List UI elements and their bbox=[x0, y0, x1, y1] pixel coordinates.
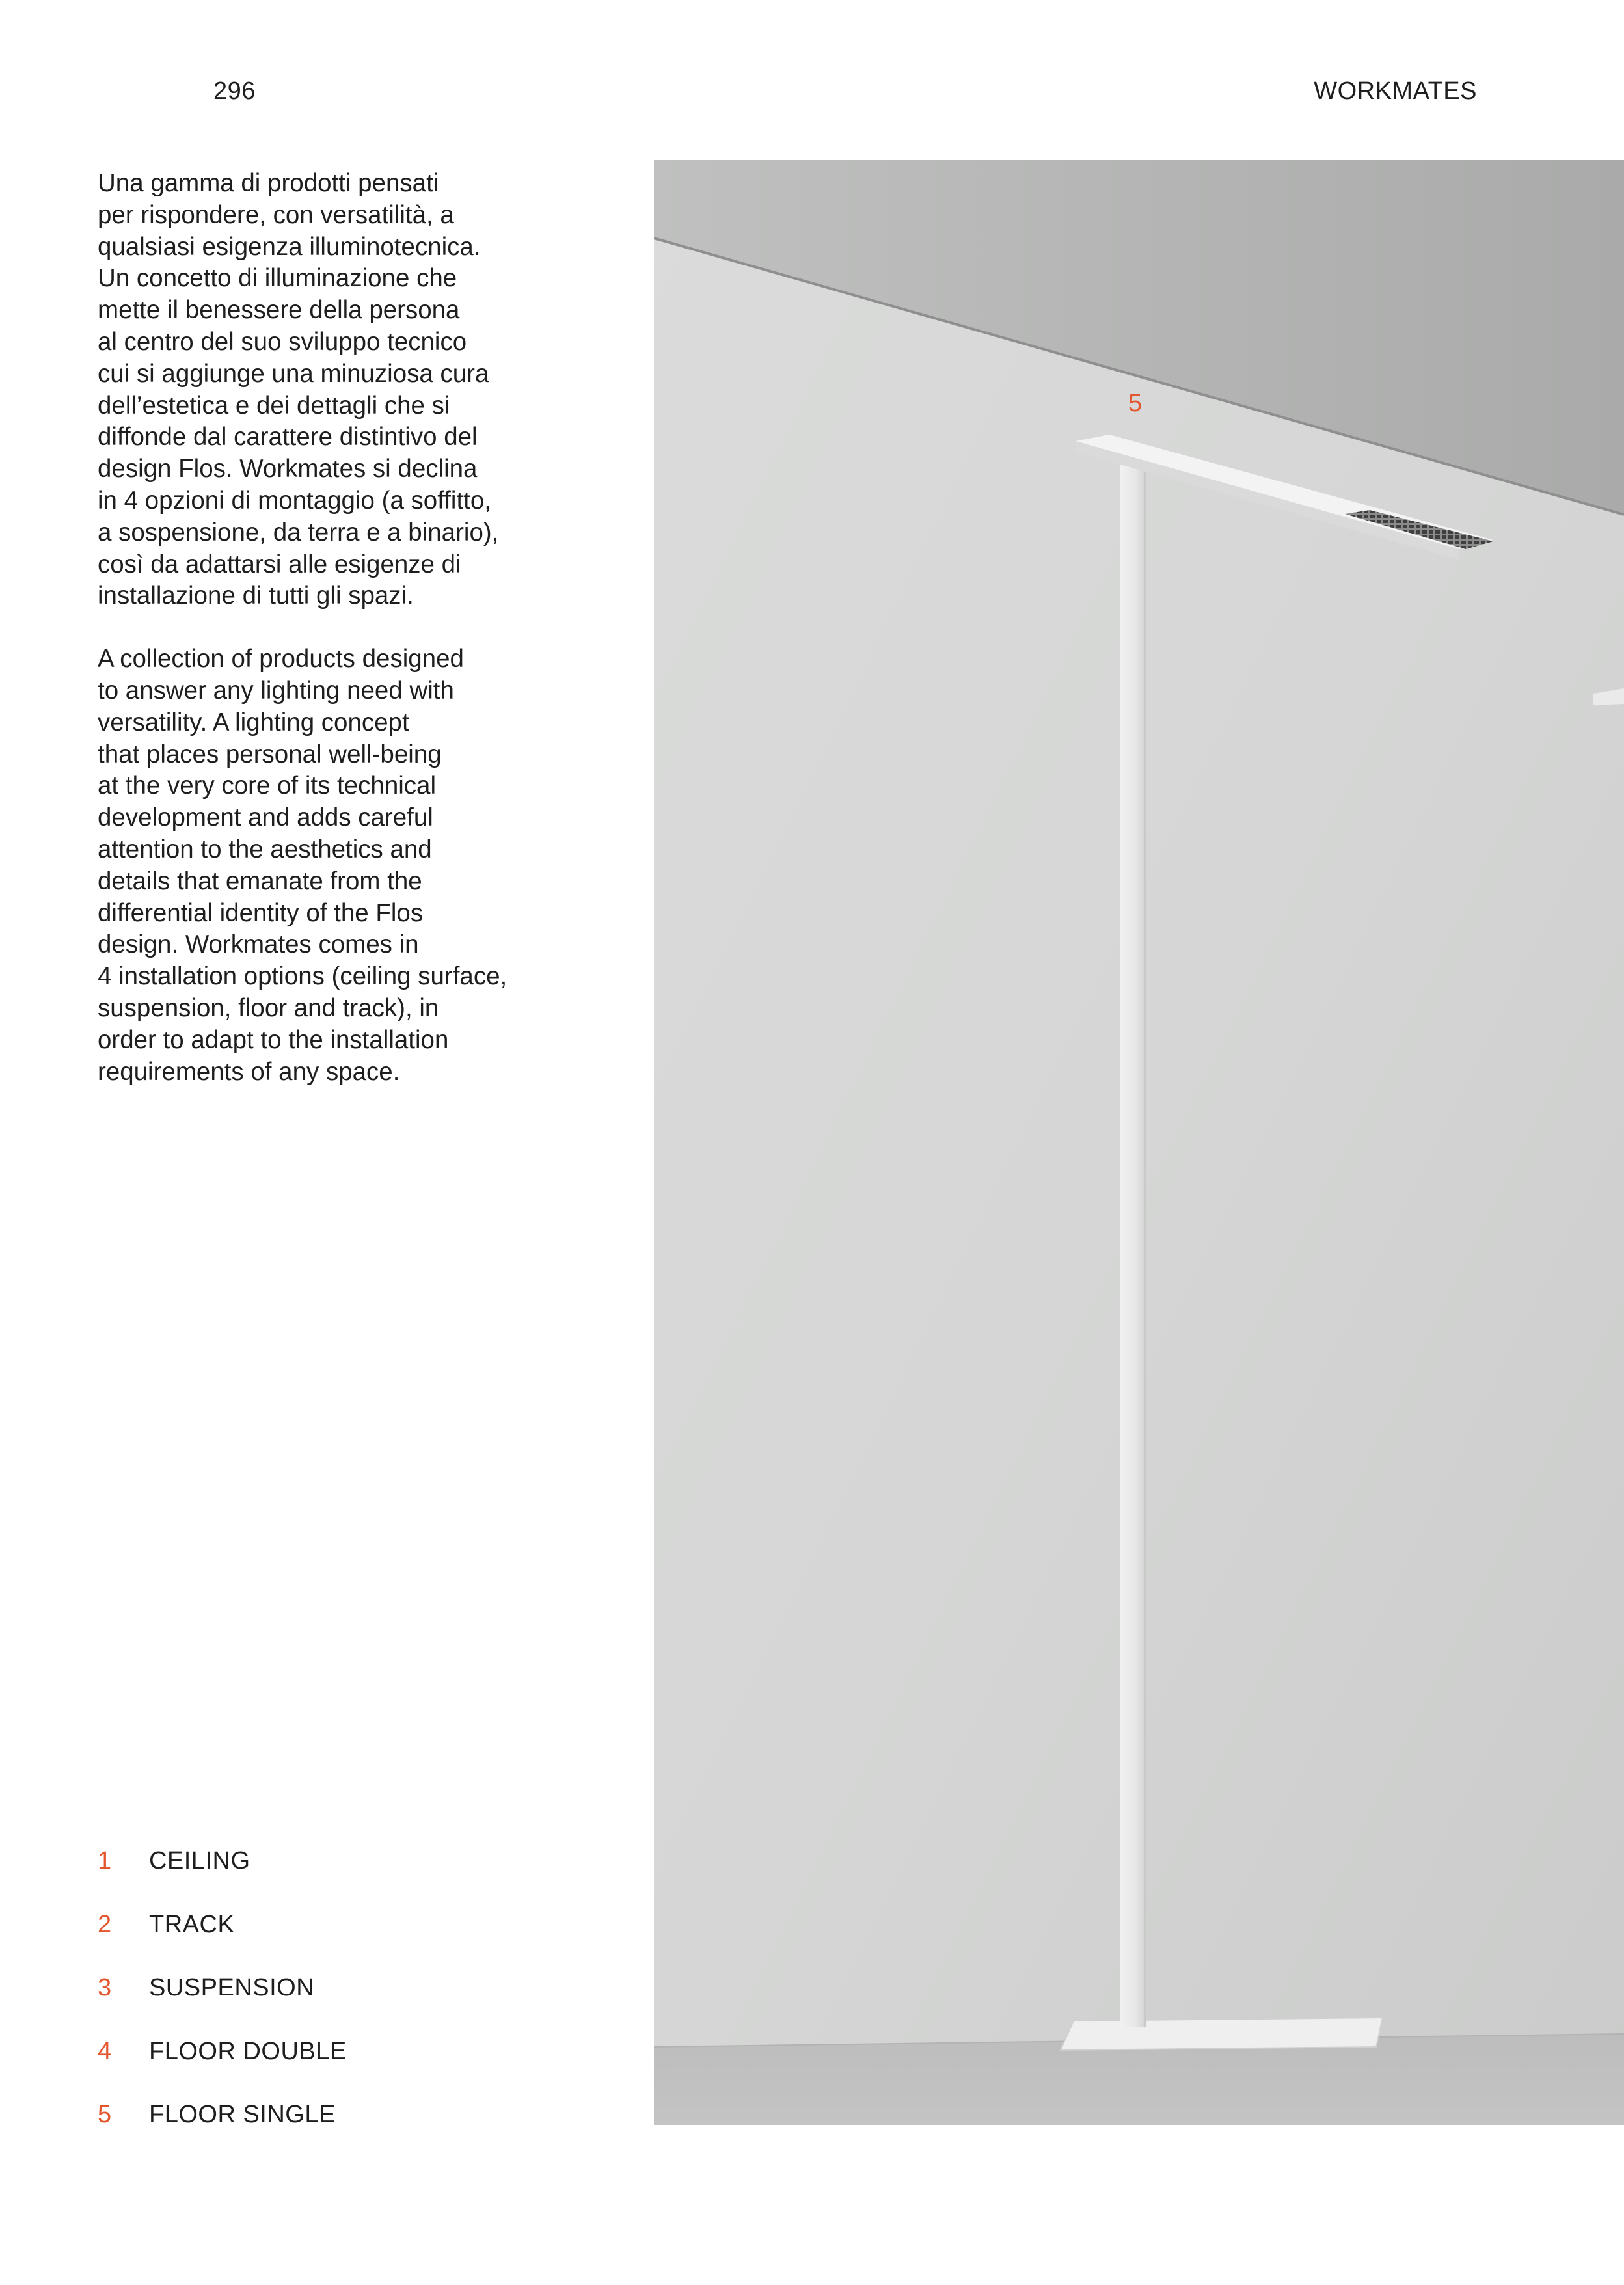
legend-label: CEILING bbox=[149, 1847, 250, 1874]
legend-item-floor-double bbox=[98, 2036, 347, 2100]
page-number: 296 bbox=[213, 77, 256, 105]
photo-illustration bbox=[654, 160, 1624, 2125]
product-photo-floor-single-lamp bbox=[654, 160, 1624, 2125]
legend-number: 2 bbox=[98, 1910, 112, 1938]
intro-text-column bbox=[98, 168, 553, 1119]
legend-label: FLOOR DOUBLE bbox=[149, 2037, 347, 2065]
legend-item-ceiling bbox=[98, 1845, 347, 1909]
section-title: WORKMATES bbox=[1314, 77, 1477, 105]
legend-number: 1 bbox=[98, 1847, 112, 1874]
legend-item-floor-single bbox=[98, 2099, 347, 2163]
legend-label: TRACK bbox=[149, 1910, 235, 1938]
photo-callout-number: 5 bbox=[1128, 390, 1143, 417]
legend-label: SUSPENSION bbox=[149, 1974, 315, 2001]
legend-item-track bbox=[98, 1909, 347, 1973]
intro-paragraph-italian: Una gamma di prodotti pensati per rispondere, con versatilità, a qualsiasi esigenza illuminotecnica. Un concetto di illuminazione che mette il benessere della persona al centro del suo sviluppo tecnico cui si aggiunge una minuziosa cura dell’estetica e dei dettagli che si diffonde dal carattere distintivo del design Flos. Workmates si declina in 4 opzioni di montaggio (a soffitto, a sospensione, da terra e a binario), così da adattarsi alle esigenze di installazione di tutti gli spazi. bbox=[98, 169, 499, 610]
legend-label: FLOOR SINGLE bbox=[149, 2101, 336, 2128]
legend-number: 4 bbox=[98, 2037, 112, 2065]
intro-paragraph-english: A collection of products designed to answer any lighting need with versatility. A lighting concept that places personal well-being at the very core of its technical development and adds careful attention to the aesthetics and details that emanate from the differential identity of the Flos design. Workmates comes in 4 installation options (ceiling surface, suspension, floor and track), in order to adapt to the installation requirements of any space. bbox=[98, 645, 508, 1086]
legend-number: 5 bbox=[98, 2101, 112, 2128]
lamp-base bbox=[1061, 2018, 1383, 2050]
installation-legend bbox=[98, 1845, 347, 2163]
lamp-pole bbox=[1120, 454, 1145, 2027]
legend-item-suspension bbox=[98, 1972, 347, 2036]
legend-number: 3 bbox=[98, 1974, 112, 2001]
